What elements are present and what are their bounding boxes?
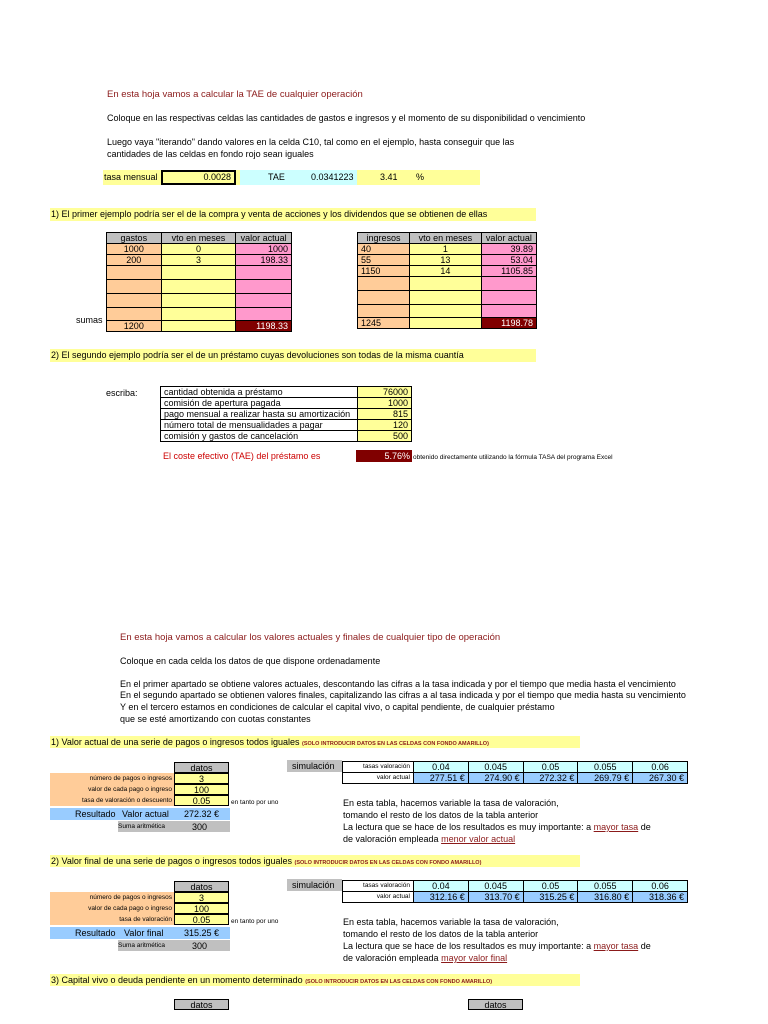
sim2-tasa[interactable]: 0.055: [578, 881, 633, 892]
vto-cell[interactable]: [410, 305, 482, 318]
sim2-tasas-label: tasas valoración: [343, 881, 414, 892]
sim2-vf-label: valor actual: [343, 892, 414, 903]
sec3-title: [51, 975, 492, 985]
sim1-va: 269.79 €: [578, 773, 633, 784]
sim1-tasa[interactable]: 0.05: [523, 762, 578, 773]
sim2-tasa[interactable]: 0.06: [633, 881, 688, 892]
sim1-tasa[interactable]: 0.045: [468, 762, 523, 773]
sim1-expl-3: [343, 822, 651, 832]
sim2-vf: 312.16 €: [414, 892, 469, 903]
sec1-input[interactable]: 3: [174, 773, 229, 784]
tae-label: TAE: [268, 172, 285, 182]
sec1-input[interactable]: 100: [174, 784, 229, 795]
loan-input[interactable]: 1000: [358, 398, 412, 409]
va-cell: 1105.85: [481, 266, 536, 277]
sim1-va: 272.32 €: [523, 773, 578, 784]
va-cell: [481, 305, 536, 318]
sheet2-line: En el primer apartado se obtiene valores actuales, descontando las cifras a la tasa indicada y por el tiempo que media hasta el vencimiento: [120, 679, 676, 689]
va-cell: [236, 294, 292, 308]
sec1-en-tanto: en tanto por uno: [231, 799, 279, 806]
loan-label: comisión y gastos de cancelación: [161, 431, 358, 442]
coste-label: El coste efectivo (TAE) del préstamo es: [163, 451, 321, 461]
loan-input[interactable]: 76000: [358, 387, 412, 398]
gastos-table: [106, 232, 292, 332]
sim2-tasa[interactable]: 0.045: [468, 881, 523, 892]
sec2-suma: 300: [192, 941, 208, 951]
va-cell: 198.33: [236, 255, 292, 266]
ingresos-table: [357, 232, 537, 329]
sim1-label: simulación: [292, 761, 335, 771]
vto-cell[interactable]: 13: [410, 255, 482, 266]
sheet1-instruction: Coloque en las respectivas celdas las cantidades de gastos e ingresos y el momento de su disponibilidad o vencimiento: [107, 113, 586, 123]
coste-note: obtenido directamente utilizando la fórmula TASA del programa Excel: [413, 454, 613, 461]
sim1-mayor-tasa: mayor tasa: [593, 822, 639, 832]
sim1-menor-va: menor valor actual: [441, 834, 516, 844]
sheet1-instruction-2b: cantidades de las celdas en fondo rojo sean iguales: [107, 149, 314, 159]
tasa-mensual-input[interactable]: 0.0028: [161, 170, 236, 185]
sim1-va: 277.51 €: [414, 773, 469, 784]
percent-sign: %: [416, 172, 425, 182]
sim1-expl-1: En esta tabla, hacemos variable la tasa de valoración,: [343, 798, 559, 808]
ingresos-cell[interactable]: [358, 305, 410, 318]
vto-cell[interactable]: [161, 266, 236, 280]
sec1-valor-actual: Valor actual: [122, 809, 169, 819]
sec2-result: 315.25 €: [184, 928, 220, 938]
sheet1-title: En esta hoja vamos a calcular la TAE de cualquier operación: [107, 89, 363, 100]
sec2-label: valor de cada pago o ingreso: [50, 903, 174, 914]
sec2-input[interactable]: 3: [174, 892, 229, 903]
sec1-resultado: Resultado: [75, 809, 116, 819]
sim1-table: [342, 761, 688, 784]
escriba-label: escriba:: [106, 388, 138, 398]
sheet2-instruction: Coloque en cada celda los datos de que dispone ordenadamente: [120, 656, 381, 666]
gastos-cell[interactable]: [107, 280, 162, 294]
sec2-valor-final: Valor final: [124, 928, 164, 938]
sec2-title: [51, 856, 481, 866]
sec2-label: número de pagos o ingresos: [50, 892, 174, 903]
va-cell: 1000: [236, 244, 292, 255]
ex2-title: 2) El segundo ejemplo podría ser el de un préstamo cuyas devoluciones son todas de la misma cuantía: [51, 350, 464, 360]
vto-cell[interactable]: [410, 291, 482, 305]
va-header: valor actual: [481, 233, 536, 244]
sec1-input[interactable]: 0.05: [174, 795, 229, 806]
vto-sum-blank: [410, 318, 482, 329]
sec2-label: tasa de valoración: [50, 914, 174, 925]
gastos-cell[interactable]: [107, 294, 162, 308]
sim1-expl-2: tomando el resto de los datos de la tabla anterior: [343, 810, 539, 820]
sim2-vf: 315.25 €: [523, 892, 578, 903]
ingresos-cell[interactable]: [358, 291, 410, 305]
loan-input[interactable]: 815: [358, 409, 412, 420]
sec1-suma-label: Suma aritmética: [118, 823, 165, 830]
sim1-expl-3-text: La lectura que se hace de los resultados es muy importante: a: [343, 822, 594, 832]
sec2-title-text: 2) Valor final de una serie de pagos o ingresos todos iguales: [51, 856, 292, 866]
ingresos-header: ingresos: [358, 233, 410, 244]
sec2-resultado: Resultado: [75, 928, 116, 938]
va-cell: [236, 308, 292, 321]
vto-header: vto en meses: [410, 233, 482, 244]
sheet1-instruction-2a: Luego vaya "iterando" dando valores en la celda C10, tal como en el ejemplo, hasta conseguir que las: [107, 137, 515, 147]
loan-input[interactable]: 500: [358, 431, 412, 442]
vto-cell[interactable]: [410, 277, 482, 291]
sim2-expl-3: [343, 941, 651, 951]
gastos-sum: 1200: [107, 321, 162, 332]
gastos-cell[interactable]: [107, 308, 162, 321]
sec2-datos-header: datos: [174, 881, 229, 892]
sec1-label: número de pagos o ingresos: [50, 773, 174, 784]
sec1-note: (SOLO INTRODUCIR DATOS EN LAS CELDAS CON FONDO AMARILLO): [302, 741, 489, 747]
sec2-en-tanto: en tanto por uno: [231, 918, 279, 925]
loan-label: pago mensual a realizar hasta su amortización: [161, 409, 358, 420]
va-cell: 39.89: [481, 244, 536, 255]
sim2-tasa[interactable]: 0.05: [523, 881, 578, 892]
tae-percent: 3.41: [380, 172, 398, 182]
vto-cell[interactable]: 3: [161, 255, 236, 266]
sim2-expl-2: tomando el resto de los datos de la tabla anterior: [343, 929, 539, 939]
gastos-cell[interactable]: 1000: [107, 244, 162, 255]
ingresos-va-sum: 1198.78: [481, 318, 536, 329]
sheet2-line: En el segundo apartado se obtienen valores finales, capitalizando las cifras a al tasa indicada y por el tiempo que media hasta su vencimiento: [120, 690, 686, 700]
sim2-vf: 318.36 €: [633, 892, 688, 903]
sim2-vf: 313.70 €: [468, 892, 523, 903]
sec1-result: 272.32 €: [184, 809, 220, 819]
ingresos-sum: 1245: [358, 318, 410, 329]
sec3-datos-header-2: datos: [468, 999, 523, 1010]
sim1-va: 267.30 €: [633, 773, 688, 784]
sheet2-line: que se esté amortizando con cuotas constantes: [120, 714, 311, 724]
coste-value: 5.76%: [356, 450, 412, 462]
loan-input[interactable]: 120: [358, 420, 412, 431]
sec1-label: valor de cada pago o ingreso: [50, 784, 174, 795]
sec1-datos-header: datos: [174, 762, 229, 773]
loan-label: comisión de apertura pagada: [161, 398, 358, 409]
sim2-expl-4: [343, 953, 507, 963]
sec2-input[interactable]: 0.05: [174, 914, 229, 925]
sec1-title-text: 1) Valor actual de una serie de pagos o ingresos todos iguales: [51, 737, 300, 747]
sumas-label: sumas: [76, 315, 103, 325]
sim2-expl-3-text: La lectura que se hace de los resultados es muy importante: a: [343, 941, 594, 951]
ingresos-cell[interactable]: 1150: [358, 266, 410, 277]
sheet2-title: En esta hoja vamos a calcular los valores actuales y finales de cualquier tipo de operación: [120, 632, 501, 643]
sim2-expl-4-text: de valoración empleada: [343, 953, 442, 963]
loan-label: cantidad obtenida a préstamo: [161, 387, 358, 398]
vto-header: vto en meses: [161, 233, 236, 244]
tasa-mensual-label: tasa mensual: [104, 172, 158, 182]
sim1-expl-4: [343, 834, 515, 844]
ingresos-cell[interactable]: 55: [358, 255, 410, 266]
gastos-va-sum: 1198.33: [236, 321, 292, 332]
loan-table: [160, 386, 412, 442]
sec1-label: tasa de valoración o descuento: [50, 795, 174, 806]
sec1-suma: 300: [192, 822, 208, 832]
sec3-title-text: 3) Capital vivo o deuda pendiente en un momento determinado: [51, 975, 303, 985]
tae-value: 0.0341223: [311, 172, 354, 182]
gastos-cell[interactable]: [107, 266, 162, 280]
sec3-note: (SOLO INTRODUCIR DATOS EN LAS CELDAS CON FONDO AMARILLO): [305, 979, 493, 985]
ingresos-cell[interactable]: [358, 277, 410, 291]
sim2-expl-1: En esta tabla, hacemos variable la tasa de valoración,: [343, 917, 559, 927]
sim1-expl-4-text: de valoración empleada: [343, 834, 442, 844]
va-cell: [236, 280, 292, 294]
sim1-va-label: valor actual: [343, 773, 414, 784]
sim1-tasas-label: tasas valoración: [343, 762, 414, 773]
sim1-de: de: [638, 822, 651, 832]
sim2-mayor-vf: mayor valor final: [441, 953, 508, 963]
va-cell: [481, 277, 536, 291]
sim2-table: [342, 880, 688, 903]
sim1-tasa[interactable]: 0.06: [633, 762, 688, 773]
sec3-datos-header: datos: [174, 999, 229, 1010]
sec2-input[interactable]: 100: [174, 903, 229, 914]
va-cell: 53.04: [481, 255, 536, 266]
sim1-tasa[interactable]: 0.04: [414, 762, 469, 773]
sim2-vf: 316.80 €: [578, 892, 633, 903]
sim2-label: simulación: [292, 880, 335, 890]
loan-label: número total de mensualidades a pagar: [161, 420, 358, 431]
gastos-header: gastos: [107, 233, 162, 244]
vto-cell[interactable]: [161, 280, 236, 294]
vto-cell[interactable]: [161, 308, 236, 321]
va-cell: [481, 291, 536, 305]
vto-cell[interactable]: [161, 294, 236, 308]
ex1-title: 1) El primer ejemplo podría ser el de la compra y venta de acciones y los dividendos que se obtienen de ellas: [51, 209, 488, 219]
vto-cell[interactable]: 14: [410, 266, 482, 277]
vto-cell[interactable]: 1: [410, 244, 482, 255]
sim1-tasa[interactable]: 0.055: [578, 762, 633, 773]
sec2-note: (SOLO INTRODUCIR DATOS EN LAS CELDAS CON FONDO AMARILLO): [294, 860, 482, 866]
sheet2-line: Y en el tercero estamos en condiciones de calcular el capital vivo, o capital pendiente, de cualquier préstamo: [120, 702, 555, 712]
gastos-cell[interactable]: 200: [107, 255, 162, 266]
sim2-tasa[interactable]: 0.04: [414, 881, 469, 892]
sim1-va: 274.90 €: [468, 773, 523, 784]
vto-cell[interactable]: 0: [161, 244, 236, 255]
va-cell: [236, 266, 292, 280]
sec2-suma-label: Suma aritmética: [118, 942, 165, 949]
vto-sum-blank: [161, 321, 236, 332]
va-header: valor actual: [236, 233, 292, 244]
sec1-title: [51, 737, 489, 747]
ingresos-cell[interactable]: 40: [358, 244, 410, 255]
sim2-mayor-tasa: mayor tasa: [593, 941, 639, 951]
sim2-de: de: [638, 941, 651, 951]
